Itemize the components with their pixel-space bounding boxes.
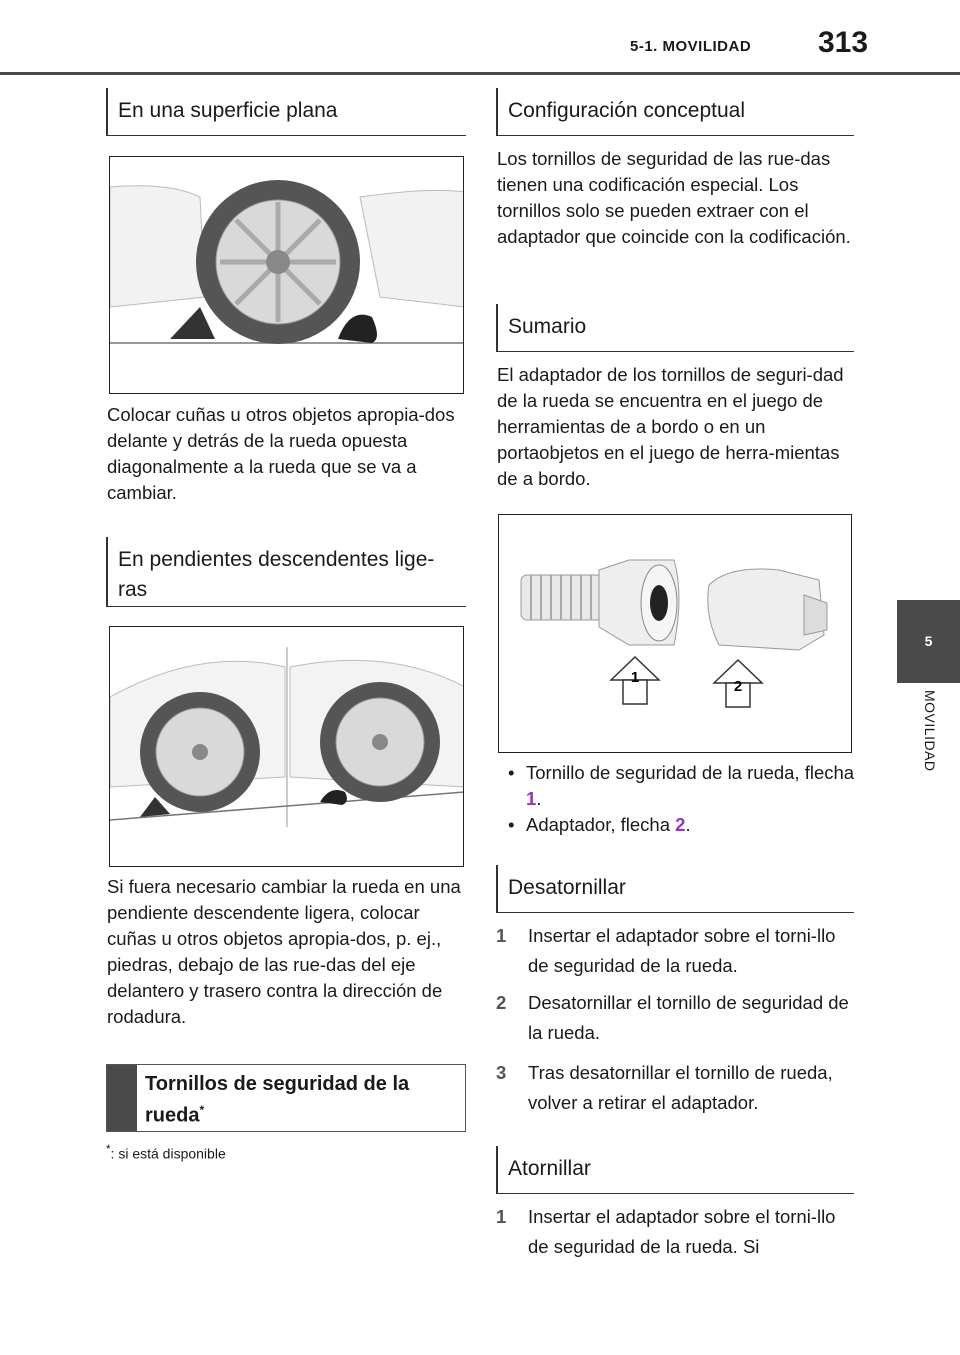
paragraph-flat-surface: Colocar cuñas u otros objetos apropia-dos delante y detrás de la rueda opuesta diagonalmente a la rueda que se va a cambiar.	[107, 404, 455, 503]
chapter-label	[900, 690, 960, 830]
arrow-label-1: 1	[630, 669, 640, 686]
heading-screw: Atornillar	[496, 1146, 854, 1194]
bullet-item-bolt	[508, 760, 858, 812]
ref-arrow-1: 1	[526, 788, 537, 809]
boxed-heading-locking-bolts	[106, 1064, 466, 1132]
heading-slope: En pendientes descendentes lige-ras	[106, 537, 466, 607]
section-title: 5-1. MOVILIDAD	[630, 38, 752, 55]
paragraph-concept: Los tornillos de seguridad de las rue-das tienen una codificación especial. Los tornillos solo se pueden extraer con el adaptador que coincide con la codificación.	[497, 148, 851, 247]
page-number: 313	[818, 26, 869, 59]
bolt-adapter-illustration	[499, 515, 852, 753]
step-unscrew-3	[496, 1058, 856, 1118]
step-text: Insertar el adaptador sobre el torni-llo de seguridad de la rueda. Si	[528, 1206, 836, 1257]
figure-flat-surface	[109, 156, 464, 394]
step-text: Tras desatornillar el tornillo de rueda, volver a retirar el adaptador.	[528, 1062, 833, 1113]
step-text: Desatornillar el tornillo de seguridad de la rueda.	[528, 992, 849, 1043]
heading-flat-surface: En una superficie plana	[106, 88, 466, 136]
bullet-text: Tornillo de seguridad de la rueda, flecha 1.	[526, 762, 855, 809]
bullet-item-adapter	[508, 812, 858, 838]
chapter-label-text: MOVILIDAD	[922, 690, 938, 772]
step-number: 2	[496, 992, 507, 1013]
step-unscrew-2	[496, 988, 856, 1048]
bullet-text: Adaptador, flecha 2.	[526, 814, 691, 835]
flat-surface-illustration	[110, 157, 464, 394]
footnote: *: si está disponible	[106, 1143, 226, 1162]
step-unscrew-1	[496, 921, 856, 981]
figure-bolt-adapter	[498, 514, 852, 753]
boxed-heading-text: Tornillos de seguridad de la rueda*	[145, 1073, 410, 1127]
paragraph-slope: Si fuera necesario cambiar la rueda en una pendiente descendente ligera, colocar cuñas u otros objetos apropia-dos, p. ej., piedras, debajo de las rue-das del eje delantero y trasero contra la dirección de rodadura.	[107, 876, 461, 1027]
slope-illustration	[110, 627, 464, 867]
ref-arrow-2: 2	[675, 814, 686, 835]
heading-concept: Configuración conceptual	[496, 88, 854, 136]
step-number: 1	[496, 925, 507, 946]
bullet-dot: •	[508, 814, 515, 835]
heading-unscrew: Desatornillar	[496, 865, 854, 913]
step-text: Insertar el adaptador sobre el torni-llo de seguridad de la rueda.	[528, 925, 836, 976]
step-number: 3	[496, 1062, 507, 1083]
header-divider	[0, 72, 960, 75]
paragraph-overview: El adaptador de los tornillos de seguri-dad de la rueda se encuentra en el juego de herramientas de a bordo o en un portaobjetos en el juego de herra-mientas de a bordo.	[497, 364, 844, 489]
step-screw-1	[496, 1202, 856, 1262]
heading-bar	[107, 1065, 137, 1131]
arrow-label-2: 2	[733, 678, 743, 695]
chapter-tab[interactable]: 5	[897, 600, 960, 683]
figure-slope	[109, 626, 464, 867]
bullet-dot: •	[508, 762, 515, 783]
adapter	[708, 569, 827, 650]
footnote-marker: *	[199, 1103, 205, 1117]
heading-overview: Sumario	[496, 304, 854, 352]
step-number: 1	[496, 1206, 507, 1227]
